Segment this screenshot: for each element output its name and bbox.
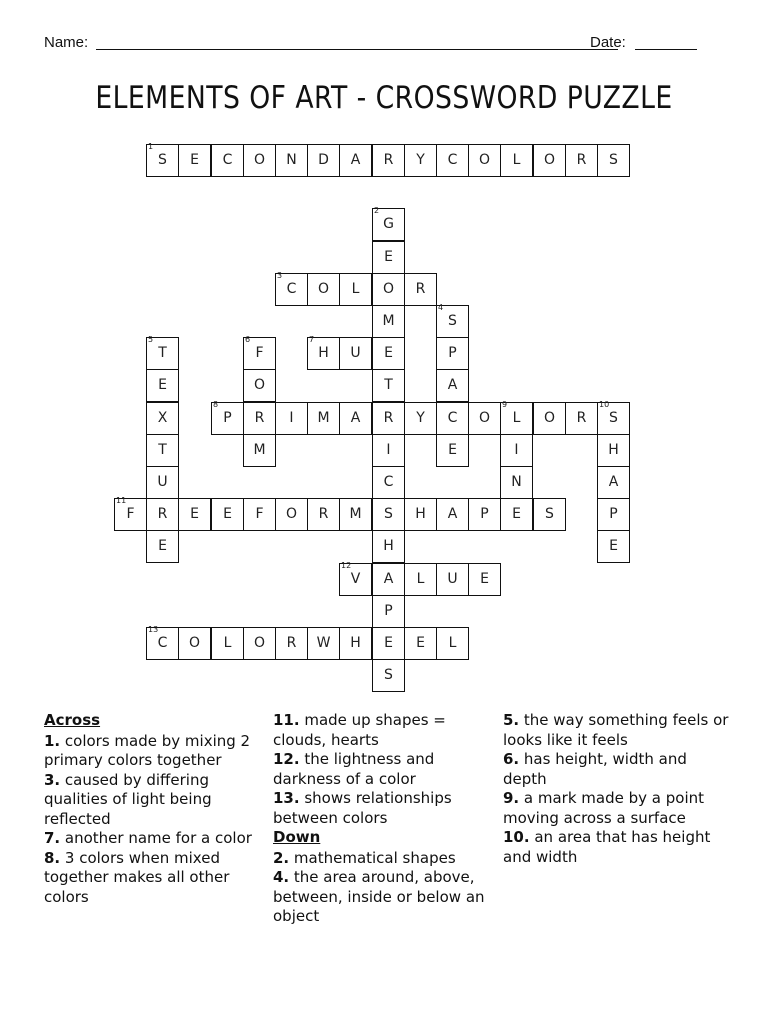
cell-letter: H [318,345,329,361]
clue-number: 3 [277,271,283,280]
clue-text: the way something feels or looks like it feels [503,711,729,749]
date-label: Date: [590,34,626,51]
crossword-cell[interactable] [211,627,244,660]
crossword-cell[interactable] [178,498,211,531]
crossword-cell[interactable] [275,498,308,531]
cell-letter: O [253,152,266,168]
crossword-cell[interactable] [307,627,340,660]
cell-letter: E [158,538,167,554]
crossword-cell[interactable] [597,144,630,177]
cell-letter: W [316,635,331,651]
clue-number: 6. [503,750,520,768]
crossword-cell[interactable] [372,369,405,402]
crossword-cell[interactable] [404,563,437,596]
cell-letter: Y [416,152,425,168]
clue-number: 9. [503,789,520,807]
crossword-cell[interactable] [597,434,630,467]
crossword-cell[interactable] [468,402,501,435]
crossword-cell[interactable] [500,498,533,531]
cell-letter: C [447,152,458,168]
clues-column-1 [44,711,264,907]
crossword-cell[interactable] [146,627,179,660]
clue-text: shows relationships between colors [273,789,452,827]
crossword-cell[interactable] [339,337,372,370]
clue [273,789,493,828]
crossword-cell[interactable] [339,144,372,177]
cell-letter: O [253,377,266,393]
cell-letter: E [158,377,167,393]
clues-column-2 [273,711,493,927]
cell-letter: P [448,345,457,361]
crossword-cell[interactable] [372,305,405,338]
cell-letter: S [384,506,393,522]
across-heading: Across [44,711,101,729]
cell-letter: S [609,410,618,426]
crossword-cell[interactable] [339,402,372,435]
clues-column-3 [503,711,733,867]
cell-letter: N [511,474,522,490]
across-clues-list-continued [273,711,493,828]
crossword-cell[interactable] [211,144,244,177]
crossword-cell[interactable] [436,144,469,177]
clue-number: 4. [273,868,290,886]
cell-letter: S [609,152,618,168]
crossword-cell[interactable] [243,402,276,435]
cell-letter: A [608,474,619,490]
clue-text: colors made by mixing 2 primary colors together [44,731,251,769]
crossword-cell[interactable] [436,305,469,338]
cell-letter: R [254,410,265,426]
clue-text: a mark made by a point moving across a surface [503,789,704,827]
clue-number: 13. [273,789,300,807]
crossword-cell[interactable] [500,402,533,435]
cell-letter: E [190,152,199,168]
cell-letter: H [383,538,394,554]
cell-letter: O [285,506,298,522]
cell-letter: C [383,474,394,490]
cell-letter: R [576,152,587,168]
cell-letter: O [317,281,330,297]
clue-text: the area around, above, between, inside or below an object [273,868,485,925]
crossword-cell[interactable] [307,337,340,370]
cell-letter: R [383,152,394,168]
clue-text: another name for a color [60,829,252,847]
cell-letter: S [545,506,554,522]
clue-text: an area that has height and width [503,828,711,866]
crossword-cell[interactable] [500,434,533,467]
cell-letter: N [286,152,297,168]
clue [44,849,264,908]
crossword-cell[interactable] [500,144,533,177]
cell-letter: H [350,635,361,651]
clue-text: mathematical shapes [289,848,456,867]
crossword-cell[interactable] [243,434,276,467]
crossword-cell[interactable] [597,498,630,531]
crossword-cell[interactable] [243,369,276,402]
crossword-cell[interactable] [275,627,308,660]
cell-letter: A [350,152,361,168]
clue [503,750,733,789]
clue-number: 3. [44,770,61,789]
crossword-cell[interactable] [436,563,469,596]
crossword-cell[interactable] [372,595,405,628]
cell-letter: R [318,506,329,522]
down-clues-list-continued [503,711,733,867]
down-heading: Down [273,828,321,846]
clue-number: 5. [503,711,520,729]
cell-letter: R [383,410,394,426]
cell-letter: F [255,506,264,522]
cell-letter: R [576,410,587,426]
cell-letter: A [383,571,394,587]
clue [44,829,264,849]
crossword-cell[interactable] [146,498,179,531]
crossword-cell[interactable] [565,144,598,177]
cell-letter: M [349,506,362,522]
crossword-cell[interactable] [372,241,405,274]
crossword-cell[interactable] [533,498,566,531]
crossword-cell[interactable] [339,273,372,306]
cell-letter: P [480,506,489,522]
crossword-cell[interactable] [404,627,437,660]
cell-letter: A [350,410,361,426]
crossword-cell[interactable] [146,144,179,177]
clue-number: 2 [374,206,380,215]
crossword-cell[interactable] [178,627,211,660]
crossword-cell[interactable] [146,434,179,467]
cell-letter: I [289,410,294,426]
clue-number: 1 [148,142,154,151]
cell-letter: T [158,442,167,458]
crossword-cell[interactable] [597,402,630,435]
crossword-cell[interactable] [436,369,469,402]
clue-number: 13 [148,625,159,634]
cell-letter: H [608,442,619,458]
clue [273,711,493,750]
crossword-cell[interactable] [178,144,211,177]
cell-letter: R [157,506,168,522]
cell-letter: Y [416,410,425,426]
cell-letter: R [286,635,297,651]
crossword-cell[interactable] [339,563,372,596]
name-label: Name: [44,34,89,51]
crossword-cell[interactable] [468,144,501,177]
cell-letter: E [190,506,199,522]
cell-letter: P [223,410,232,426]
clue-number: 12. [273,750,300,768]
crossword-cell[interactable] [404,144,437,177]
crossword-cell[interactable] [275,144,308,177]
crossword-cell[interactable] [565,402,598,435]
clue-number: 8 [213,400,219,409]
crossword-cell[interactable] [146,402,179,435]
cell-letter: O [543,152,556,168]
cell-letter: E [609,538,618,554]
clue-text: the lightness and darkness of a color [273,750,435,788]
crossword-cell[interactable] [307,402,340,435]
page-title: ELEMENTS OF ART - CROSSWORD PUZZLE [95,80,673,116]
crossword-cell[interactable] [243,144,276,177]
cell-letter: M [253,442,266,458]
cell-letter: O [478,152,491,168]
cell-letter: L [416,571,425,587]
crossword-cell[interactable] [307,144,340,177]
down-clues-list [273,849,493,927]
crossword-cell[interactable] [436,498,469,531]
cell-letter: L [448,635,457,651]
cell-letter: F [126,506,135,522]
cell-letter: I [514,442,519,458]
clue [503,789,733,828]
cell-letter: E [384,635,393,651]
crossword-cell[interactable] [372,563,405,596]
crossword-cell[interactable] [597,530,630,563]
crossword-cell[interactable] [146,369,179,402]
cell-letter: R [415,281,426,297]
cell-letter: M [317,410,330,426]
clue-number: 8. [44,848,61,867]
clue [44,732,264,771]
crossword-cell[interactable] [436,402,469,435]
cell-letter: A [447,377,458,393]
crossword-cell[interactable] [372,466,405,499]
crossword-cell[interactable] [468,563,501,596]
clue [44,771,264,830]
crossword-cell[interactable] [404,273,437,306]
cell-letter: D [318,152,329,168]
crossword-cell[interactable] [372,659,405,692]
cell-letter: M [382,313,395,329]
crossword-cell[interactable] [372,498,405,531]
clue-number: 10. [503,828,530,846]
clue [503,711,733,750]
clue-number: 5 [148,335,154,344]
crossword-cell[interactable] [372,530,405,563]
crossword-cell[interactable] [211,498,244,531]
across-clues-list [44,732,264,908]
crossword-cell[interactable] [243,337,276,370]
clue [273,750,493,789]
clue-number: 7 [309,335,315,344]
cell-letter: V [350,571,361,587]
clue-number: 10 [599,400,610,409]
cell-letter: C [447,410,458,426]
clue-number: 12 [341,561,352,570]
cell-letter: E [384,345,393,361]
cell-letter: S [158,152,167,168]
cell-letter: O [478,410,491,426]
crossword-cell[interactable] [533,144,566,177]
cell-letter: I [386,442,391,458]
cell-letter: C [286,281,297,297]
crossword-cell[interactable] [339,498,372,531]
crossword-cell[interactable] [436,627,469,660]
cell-letter: E [480,571,489,587]
clue-number: 2. [273,848,290,867]
crossword-cell[interactable] [436,434,469,467]
cell-letter: H [415,506,426,522]
clue-number: 11 [116,496,127,505]
crossword-cell[interactable] [307,273,340,306]
cell-letter: X [157,410,168,426]
crossword-cell[interactable] [339,627,372,660]
crossword-cell[interactable] [372,144,405,177]
cell-letter: T [384,377,393,393]
cell-letter: F [255,345,264,361]
cell-letter: C [222,152,233,168]
clue [503,828,733,867]
cell-letter: P [609,506,618,522]
clue-text: has height, width and depth [503,750,687,788]
crossword-cell[interactable] [307,498,340,531]
crossword-cell[interactable] [243,627,276,660]
cell-letter: S [384,667,393,683]
clue-text: caused by differing qualities of light being reflected [44,770,212,828]
crossword-cell[interactable] [404,402,437,435]
crossword-cell[interactable] [146,466,179,499]
crossword-cell[interactable] [436,337,469,370]
cell-letter: L [351,281,360,297]
cell-letter: T [158,345,167,361]
crossword-cell[interactable] [211,402,244,435]
cell-letter: E [512,506,521,522]
crossword-cell[interactable] [500,466,533,499]
clue-number: 9 [502,400,508,409]
clue-number: 6 [245,335,251,344]
cell-letter: O [382,281,395,297]
crossword-cell[interactable] [372,402,405,435]
cell-letter: U [447,571,458,587]
crossword-cell[interactable] [372,208,405,241]
cell-letter: O [188,635,201,651]
cell-letter: C [157,635,168,651]
cell-letter: E [416,635,425,651]
crossword-cell[interactable] [372,337,405,370]
cell-letter: E [223,506,232,522]
crossword-cell[interactable] [275,273,308,306]
cell-letter: U [350,345,361,361]
crossword-cell[interactable] [146,337,179,370]
clue-number: 7. [44,829,61,847]
cell-letter: L [512,410,521,426]
cell-letter: L [512,152,521,168]
cell-letter: E [448,442,457,458]
crossword-cell[interactable] [275,402,308,435]
crossword-cell[interactable] [114,498,147,531]
crossword-cell[interactable] [468,498,501,531]
crossword-cell[interactable] [372,627,405,660]
crossword-cell[interactable] [243,498,276,531]
clue-number: 4 [438,303,444,312]
cell-letter: A [447,506,458,522]
crossword-cell[interactable] [146,530,179,563]
crossword-cell[interactable] [533,402,566,435]
clue [273,868,493,927]
crossword-cell[interactable] [597,466,630,499]
cell-letter: E [384,249,393,265]
clue-text: 3 colors when mixed together makes all other colors [44,848,230,906]
clue-text: made up shapes = clouds, hearts [273,711,446,749]
cell-letter: G [383,216,394,232]
cell-letter: L [223,635,232,651]
cell-letter: U [157,474,168,490]
clue-number: 11. [273,711,300,729]
clue-number: 1. [44,731,61,750]
cell-letter: O [253,635,266,651]
crossword-cell[interactable] [372,434,405,467]
cell-letter: S [448,313,457,329]
crossword-cell[interactable] [404,498,437,531]
cell-letter: O [543,410,556,426]
crossword-cell[interactable] [372,273,405,306]
clue [273,849,493,869]
cell-letter: P [384,603,393,619]
